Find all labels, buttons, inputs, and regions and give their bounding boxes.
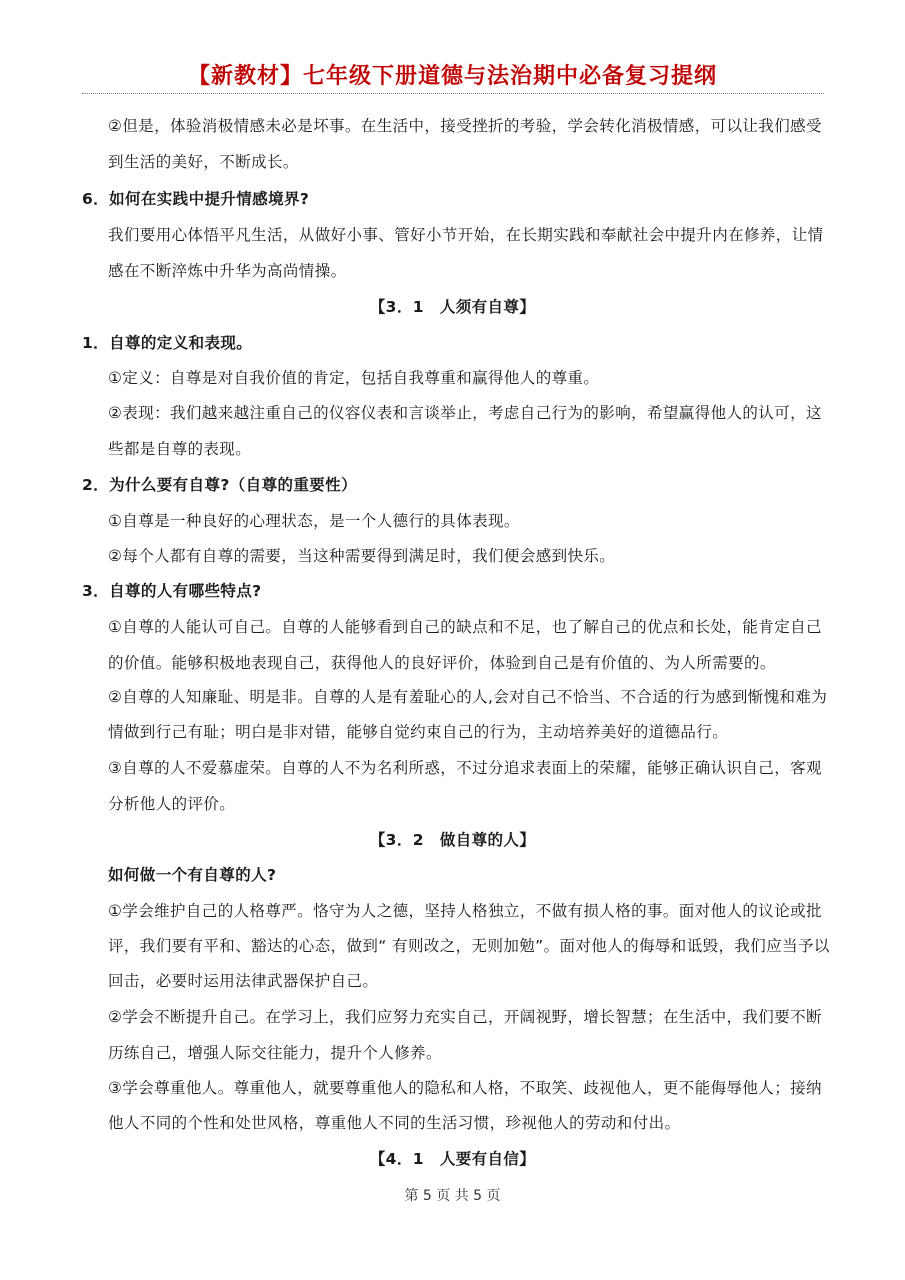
paragraph-line: 评，我们要有平和、豁达的心态，做到“ 有则改之，无则加勉”。面对他人的侮辱和诋毁，我们应当予以 <box>108 937 830 955</box>
paragraph-line: ①学会维护自己的人格尊严。恪守为人之德，坚持人格独立，不做有损人格的事。面对他人的议论或批 <box>108 902 822 920</box>
paragraph-line: 历练自己，增强人际交往能力，提升个人修养。 <box>108 1044 442 1062</box>
question-heading: 如何做一个有自尊的人? <box>108 866 277 884</box>
header-divider <box>82 93 824 94</box>
paragraph-line: ③自尊的人不爱慕虚荣。自尊的人不为名利所惑，不过分追求表面上的荣耀，能够正确认识自己，客观 <box>108 759 822 777</box>
paragraph-line: ①定义：自尊是对自我价值的肯定，包括自我尊重和赢得他人的尊重。 <box>108 369 600 387</box>
paragraph-line: 的价值。能够积极地表现自己，获得他人的良好评价，体验到自己是有价值的、为人所需要的。 <box>108 654 776 672</box>
document-title: 【新教材】七年级下册道德与法治期中必备复习提纲 <box>187 64 717 89</box>
paragraph-line: 我们要用心体悟平凡生活，从做好小事、管好小节开始，在长期实践和奉献社会中提升内在修养，让情 <box>108 226 824 244</box>
section-heading: 【3．2 做自尊的人】 <box>369 831 536 849</box>
paragraph-line: 感在不断淬炼中升华为高尚情操。 <box>108 262 347 280</box>
paragraph-line: ②表现：我们越来越注重自己的仪容仪表和言谈举止，考虑自己行为的影响，希望赢得他人的认可，这 <box>108 404 822 422</box>
paragraph-line: 回击，必要时运用法律武器保护自己。 <box>108 972 379 990</box>
paragraph-line: ②自尊的人知廉耻、明是非。自尊的人是有羞耻心的人,会对自己不恰当、不合适的行为感到惭愧和难为 <box>108 688 828 706</box>
paragraph-line: 情做到行己有耻；明白是非对错，能够自觉约束自己的行为，主动培养美好的道德品行。 <box>108 723 729 741</box>
question-heading: 1．自尊的定义和表现。 <box>82 334 253 352</box>
paragraph-line: 他人不同的个性和处世风格，尊重他人不同的生活习惯，珍视他人的劳动和付出。 <box>108 1114 681 1132</box>
paragraph-line: 些都是自尊的表现。 <box>108 440 252 458</box>
question-heading: 3．自尊的人有哪些特点? <box>82 582 262 600</box>
paragraph-line: 分析他人的评价。 <box>108 795 236 813</box>
question-heading: 2．为什么要有自尊?（自尊的重要性） <box>82 476 357 494</box>
paragraph-line: ③学会尊重他人。尊重他人，就要尊重他人的隐私和人格，不取笑、歧视他人，更不能侮辱他人；接纳 <box>108 1079 822 1097</box>
section-heading: 【4．1 人要有自信】 <box>369 1150 536 1168</box>
paragraph-line: ①自尊是一种良好的心理状态，是一个人德行的具体表现。 <box>108 512 520 530</box>
paragraph-line: ②学会不断提升自己。在学习上，我们应努力充实自己，开阔视野，增长智慧；在生活中，我们要不断 <box>108 1008 822 1026</box>
paragraph-line: ①自尊的人能认可自己。自尊的人能够看到自己的缺点和不足，也了解自己的优点和长处，能肯定自己 <box>108 618 822 636</box>
section-heading: 【3．1 人须有自尊】 <box>369 298 536 316</box>
page-number: 第 5 页 共 5 页 <box>404 1188 501 1204</box>
paragraph-line: ②但是，体验消极情感未必是坏事。在生活中，接受挫折的考验，学会转化消极情感，可以让我们感受 <box>108 117 822 135</box>
paragraph-line: 到生活的美好，不断成长。 <box>108 153 299 171</box>
paragraph-line: ②每个人都有自尊的需要，当这种需要得到满足时，我们便会感到快乐。 <box>108 547 616 565</box>
question-heading: 6．如何在实践中提升情感境界? <box>82 190 310 208</box>
